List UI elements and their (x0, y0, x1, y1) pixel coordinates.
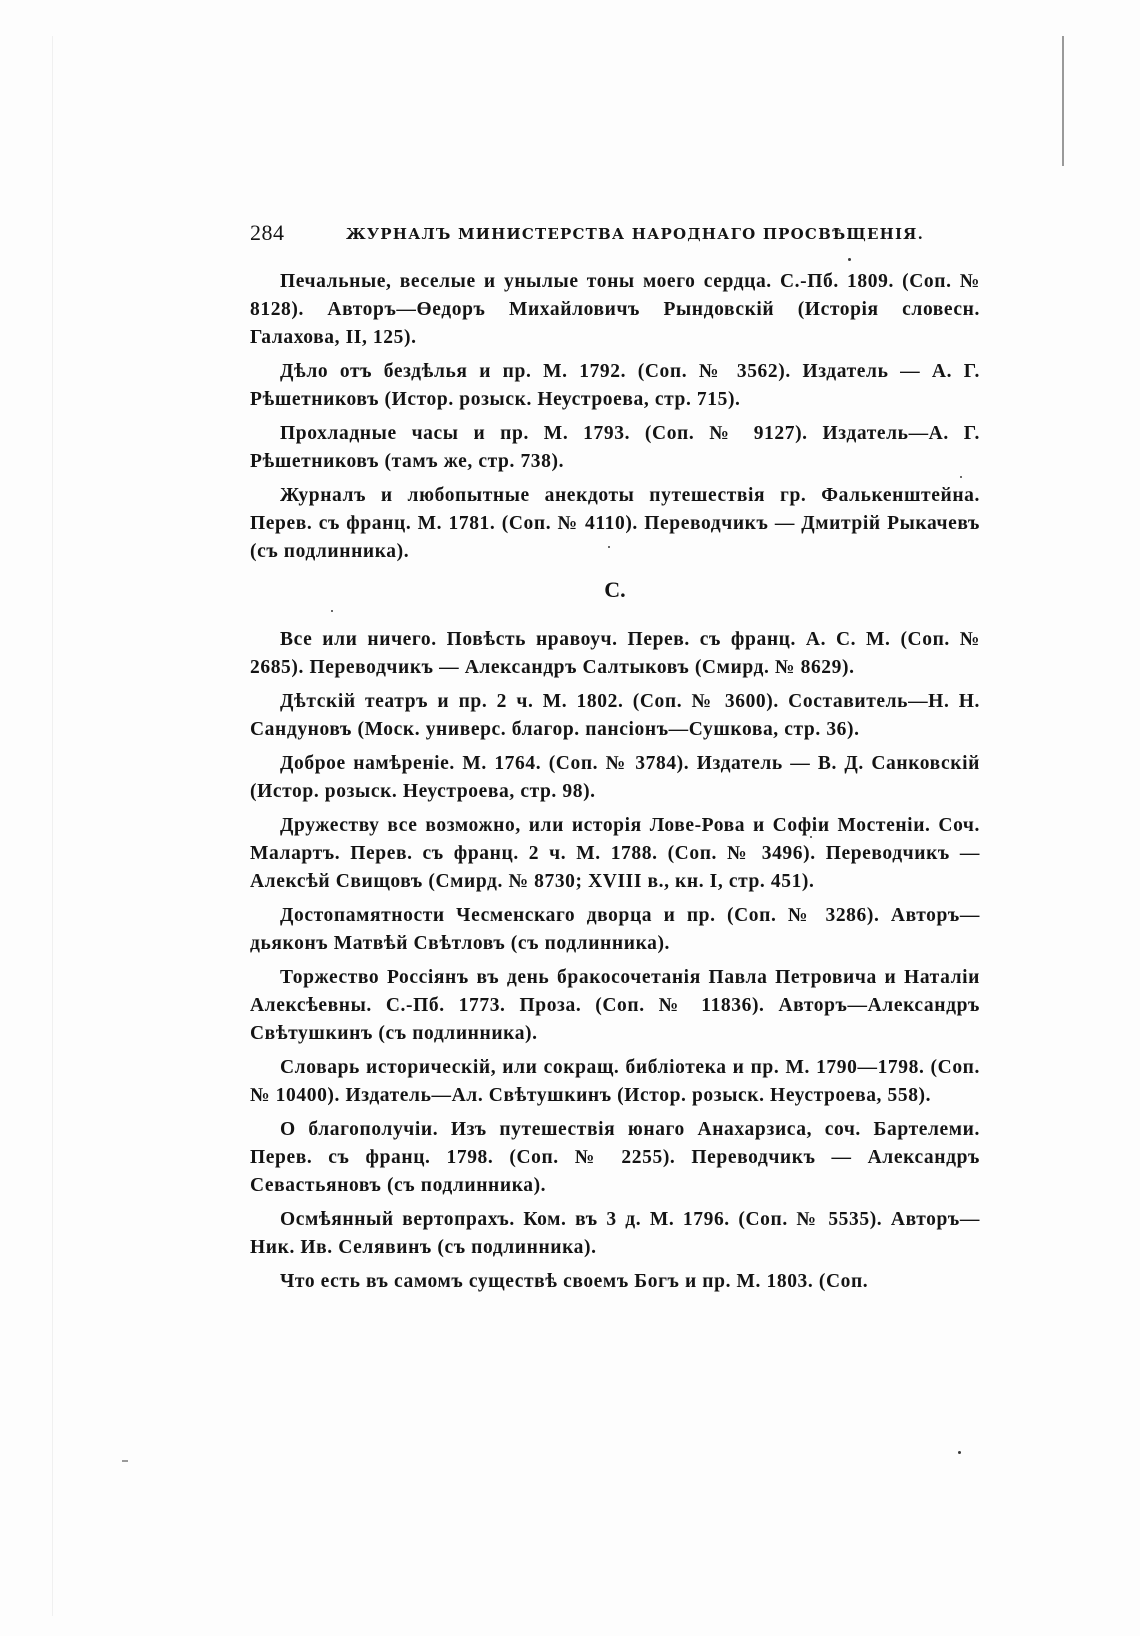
bibliography-entry: Прохладные часы и пр. М. 1793. (Соп. № 9127). Издатель—А. Г. Рѣшетниковъ (тамъ же, стр. 738). (250, 423, 980, 472)
bibliography-entry: Доброе намѣреніе. М. 1764. (Соп. № 3784). Издатель — В. Д. Санковскій (Истор. розыск. Неустроева, стр. 98). (250, 753, 980, 802)
bibliography-entry: Дѣтскій театръ и пр. 2 ч. М. 1802. (Соп. № 3600). Составитель—Н. Н. Сандуновъ (Моск. универс. благор. пансіонъ—Сушкова, стр. 36). (250, 691, 980, 740)
bibliography-entry: Дружеству все возможно, или исторія Лове-Рова и Софіи Мостеніи. Соч. Малартъ. Перев. съ франц. 2 ч. М. 1788. (Соп. № 3496). Переводчикъ — Алексѣй Свищовъ (Смирд. № 8730; XVIII в., кн. I, стр. 451). (250, 815, 980, 892)
scan-speck (960, 476, 962, 478)
page-header (250, 220, 980, 250)
running-title: ЖУРНАЛЪ МИНИСТЕРСТВА НАРОДНАГО ПРОСВѢЩЕНІЯ. (346, 225, 925, 243)
bibliography-entry: Достопамятности Чесменскаго дворца и пр. (Соп. № 3286). Авторъ—дьяконъ Матвѣй Свѣтловъ (съ подлинника). (250, 905, 980, 954)
bibliography-entry: О благополучіи. Изъ путешествія юнаго Анахарзиса, соч. Бартелеми. Перев. съ франц. 1798. (Соп. № 2255). Переводчикъ — Александръ Севастьяновъ (съ подлинника). (250, 1119, 980, 1196)
entries-before-section (250, 268, 980, 572)
scan-speck (122, 1460, 128, 1462)
scan-speck (608, 546, 610, 548)
bibliography-entry: Осмѣянный вертопрахъ. Ком. въ 3 д. М. 1796. (Соп. № 5535). Авторъ—Ник. Ив. Селявинъ (съ подлинника). (250, 1209, 980, 1258)
bibliography-entry: Все или ничего. Повѣсть нравоуч. Перев. съ франц. А. С. М. (Соп. № 2685). Переводчикъ — Александръ Салтыковъ (Смирд. № 8629). (250, 629, 980, 678)
scan-left-shadow (52, 36, 53, 1616)
bibliography-entry: Словарь историческій, или сокращ. библіотека и пр. М. 1790—1798. (Соп. № 10400). Издатель—Ал. Свѣтушкинъ (Истор. розыск. Неустроева, 558). (250, 1057, 980, 1106)
entries-after-section (250, 626, 980, 1302)
scan-speck (848, 258, 851, 261)
scan-speck (810, 836, 812, 838)
scan-speck (331, 610, 333, 612)
bibliography-entry: Дѣло отъ бездѣлья и пр. М. 1792. (Соп. № 3562). Издатель — А. Г. Рѣшетниковъ (Истор. розыск. Неустроева, стр. 715). (250, 361, 980, 410)
page-number: 284 (250, 220, 285, 245)
section-heading: С. (604, 577, 626, 602)
scan-speck (958, 1451, 961, 1454)
scan-right-edge-line (1062, 36, 1064, 166)
bibliography-entry: Торжество Россіянъ въ день бракосочетанія Павла Петровича и Наталіи Алексѣевны. С.-Пб. 1773. Проза. (Соп. № 11836). Авторъ—Александръ Свѣтушкинъ (съ подлинника). (250, 967, 980, 1044)
bibliography-entry: Журналъ и любопытные анекдоты путешествія гр. Фалькенштейна. Перев. съ франц. М. 1781. (Соп. № 4110). Переводчикъ — Дмитрій Рыкачевъ (съ подлинника). (250, 485, 980, 562)
bibliography-entry: Что есть въ самомъ существѣ своемъ Богъ и пр. М. 1803. (Соп. (280, 1271, 869, 1292)
bibliography-entry: Печальные, веселые и унылые тоны моего сердца. С.-Пб. 1809. (Соп. № 8128). Авторъ—Өедоръ Михайловичъ Рындовскій (Исторія словесн. Галахова, II, 125). (250, 271, 980, 348)
